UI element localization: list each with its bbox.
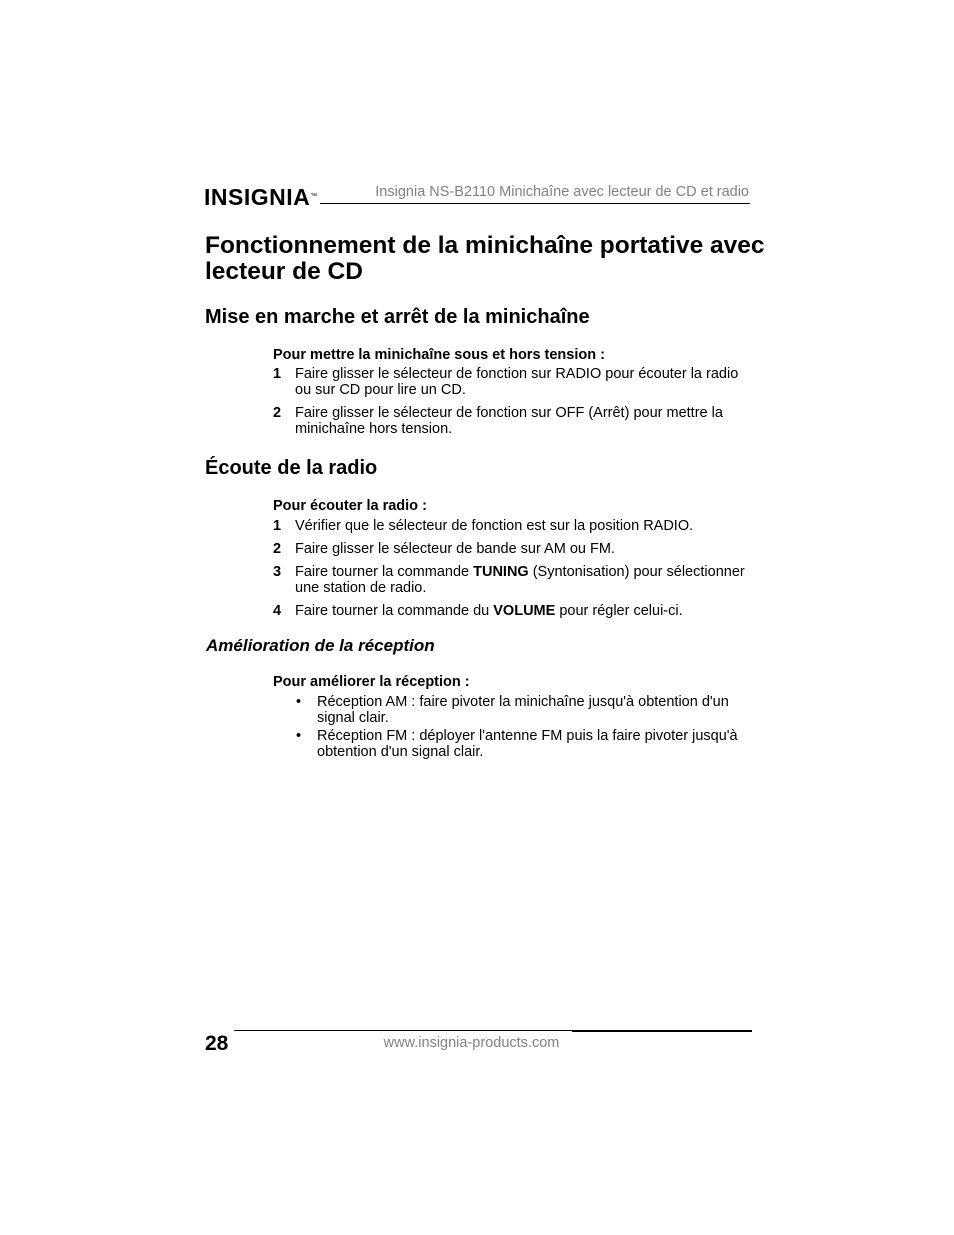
step-text: Faire glisser le sélecteur de fonction sur RADIO pour écouter la radio ou sur CD pour lire un CD.	[295, 366, 739, 398]
step-text-after: (Syntonisation) pour sélectionner une station de radio.	[295, 564, 745, 596]
bullet-text: Réception FM : déployer l'antenne FM puis la faire pivoter jusqu'à obtention d'un signal clair.	[317, 728, 738, 760]
footer-rule	[234, 1030, 576, 1031]
step-text: Vérifier que le sélecteur de fonction est sur la position RADIO.	[295, 518, 694, 534]
bullet-mark: •	[296, 728, 302, 744]
footer-url: www.insignia-products.com	[383, 1035, 560, 1051]
step-item	[273, 518, 753, 534]
step-text: Faire glisser le sélecteur de bande sur AM ou FM.	[295, 541, 615, 557]
logo-text: INSIGNIA	[204, 184, 311, 210]
bullet-text: Réception AM : faire pivoter la minichaîne jusqu'à obtention d'un signal clair.	[317, 694, 729, 726]
procedure-lead-radio: Pour écouter la radio :	[273, 498, 427, 514]
step-text	[295, 564, 755, 596]
step-item	[273, 541, 753, 557]
step-number: 2	[273, 541, 282, 557]
step-text	[295, 603, 755, 619]
step-number: 4	[273, 603, 282, 619]
step-text-before: Faire tourner la commande	[295, 564, 474, 580]
section-heading-power: Mise en marche et arrêt de la minichaîne	[205, 306, 590, 328]
bullet-item	[296, 694, 756, 726]
header-rule	[320, 203, 750, 204]
section-heading-radio: Écoute de la radio	[205, 457, 378, 479]
running-header: Insignia NS-B2110 Minichaîne avec lecteur de CD et radio	[375, 184, 749, 200]
step-number: 2	[273, 405, 282, 421]
step-item	[273, 405, 753, 437]
footer-rule-accent	[572, 1030, 752, 1032]
bullet-item	[296, 728, 756, 760]
page-title: Fonctionnement de la minichaîne portative avec lecteur de CD	[205, 232, 765, 285]
control-name-volume: VOLUME	[493, 603, 556, 619]
step-item	[273, 366, 753, 398]
step-text-after: pour régler celui-ci.	[555, 603, 683, 619]
logo-trademark: ™	[310, 193, 318, 200]
step-number: 1	[273, 518, 282, 534]
step-number: 1	[273, 366, 282, 382]
step-item	[273, 564, 753, 596]
step-text-before: Faire tourner la commande du	[295, 603, 494, 619]
procedure-lead-power: Pour mettre la minichaîne sous et hors tension :	[273, 347, 605, 363]
subsection-heading-reception: Amélioration de la réception	[206, 636, 435, 655]
bullet-mark: •	[296, 694, 302, 710]
step-number: 3	[273, 564, 282, 580]
step-text: Faire glisser le sélecteur de fonction sur OFF (Arrêt) pour mettre la minichaîne hors tension.	[295, 405, 723, 437]
step-item	[273, 603, 753, 619]
insignia-logo	[204, 184, 318, 210]
control-name-tuning: TUNING	[473, 564, 529, 580]
procedure-lead-reception: Pour améliorer la réception :	[273, 674, 470, 690]
page-number: 28	[205, 1032, 229, 1055]
